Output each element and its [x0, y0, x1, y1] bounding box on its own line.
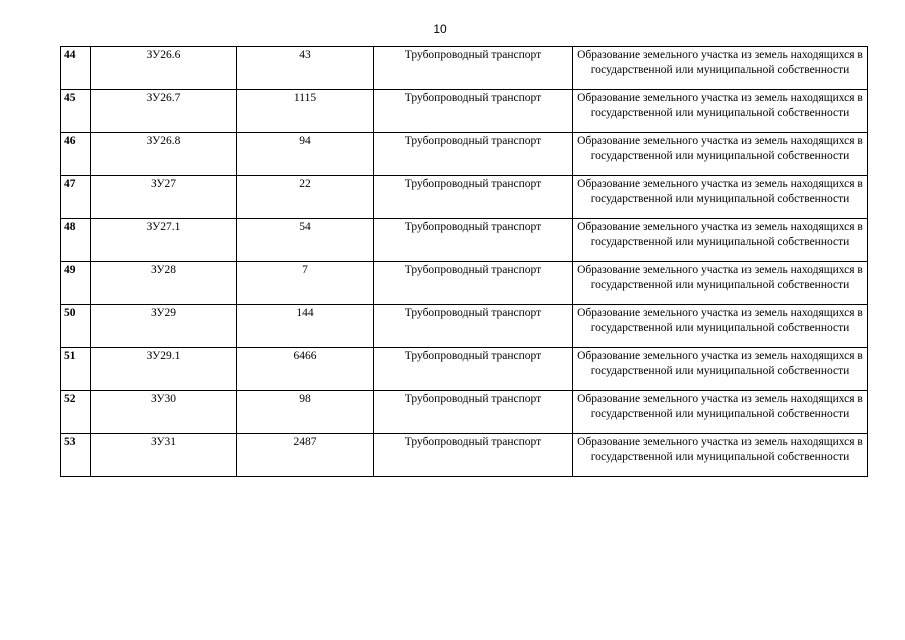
formation-method-cell: Образование земельного участка из земель находящихся в государственной или муниципальной собственности [573, 262, 868, 305]
area-cell: 6466 [237, 348, 374, 391]
row-number-cell: 49 [61, 262, 91, 305]
area-cell: 2487 [237, 434, 374, 477]
row-number-cell: 47 [61, 176, 91, 219]
permitted-use-cell: Трубопроводный транспорт [374, 133, 573, 176]
permitted-use-cell: Трубопроводный транспорт [374, 176, 573, 219]
row-number-cell: 46 [61, 133, 91, 176]
plot-code-cell: ЗУ27.1 [91, 219, 237, 262]
plot-code-cell: ЗУ27 [91, 176, 237, 219]
formation-method-cell: Образование земельного участка из земель находящихся в государственной или муниципальной собственности [573, 391, 868, 434]
table-row [61, 262, 868, 305]
permitted-use-cell: Трубопроводный транспорт [374, 47, 573, 90]
permitted-use-cell: Трубопроводный транспорт [374, 219, 573, 262]
area-cell: 54 [237, 219, 374, 262]
permitted-use-cell: Трубопроводный транспорт [374, 348, 573, 391]
plot-code-cell: ЗУ26.7 [91, 90, 237, 133]
area-cell: 22 [237, 176, 374, 219]
area-cell: 7 [237, 262, 374, 305]
table-row [61, 219, 868, 262]
row-number-cell: 44 [61, 47, 91, 90]
permitted-use-cell: Трубопроводный транспорт [374, 262, 573, 305]
permitted-use-cell: Трубопроводный транспорт [374, 434, 573, 477]
table-row [61, 391, 868, 434]
permitted-use-cell: Трубопроводный транспорт [374, 90, 573, 133]
table-row [61, 47, 868, 90]
formation-method-cell: Образование земельного участка из земель находящихся в государственной или муниципальной собственности [573, 348, 868, 391]
formation-method-cell: Образование земельного участка из земель находящихся в государственной или муниципальной собственности [573, 176, 868, 219]
formation-method-cell: Образование земельного участка из земель находящихся в государственной или муниципальной собственности [573, 133, 868, 176]
area-cell: 98 [237, 391, 374, 434]
area-cell: 43 [237, 47, 374, 90]
formation-method-cell: Образование земельного участка из земель находящихся в государственной или муниципальной собственности [573, 90, 868, 133]
formation-method-cell: Образование земельного участка из земель находящихся в государственной или муниципальной собственности [573, 219, 868, 262]
formation-method-cell: Образование земельного участка из земель находящихся в государственной или муниципальной собственности [573, 434, 868, 477]
table-row [61, 348, 868, 391]
row-number-cell: 52 [61, 391, 91, 434]
formation-method-cell: Образование земельного участка из земель находящихся в государственной или муниципальной собственности [573, 47, 868, 90]
page-number: 10 [433, 22, 447, 36]
area-cell: 1115 [237, 90, 374, 133]
plot-code-cell: ЗУ26.8 [91, 133, 237, 176]
plot-code-cell: ЗУ29.1 [91, 348, 237, 391]
table-row [61, 176, 868, 219]
row-number-cell: 45 [61, 90, 91, 133]
land-plot-table [60, 46, 868, 477]
permitted-use-cell: Трубопроводный транспорт [374, 305, 573, 348]
table-body [61, 47, 868, 477]
row-number-cell: 51 [61, 348, 91, 391]
plot-code-cell: ЗУ26.6 [91, 47, 237, 90]
table-row [61, 434, 868, 477]
plot-code-cell: ЗУ31 [91, 434, 237, 477]
row-number-cell: 53 [61, 434, 91, 477]
area-cell: 94 [237, 133, 374, 176]
row-number-cell: 48 [61, 219, 91, 262]
area-cell: 144 [237, 305, 374, 348]
plot-code-cell: ЗУ30 [91, 391, 237, 434]
formation-method-cell: Образование земельного участка из земель находящихся в государственной или муниципальной собственности [573, 305, 868, 348]
table-row [61, 90, 868, 133]
table-row [61, 305, 868, 348]
row-number-cell: 50 [61, 305, 91, 348]
table-row [61, 133, 868, 176]
permitted-use-cell: Трубопроводный транспорт [374, 391, 573, 434]
plot-code-cell: ЗУ28 [91, 262, 237, 305]
plot-code-cell: ЗУ29 [91, 305, 237, 348]
